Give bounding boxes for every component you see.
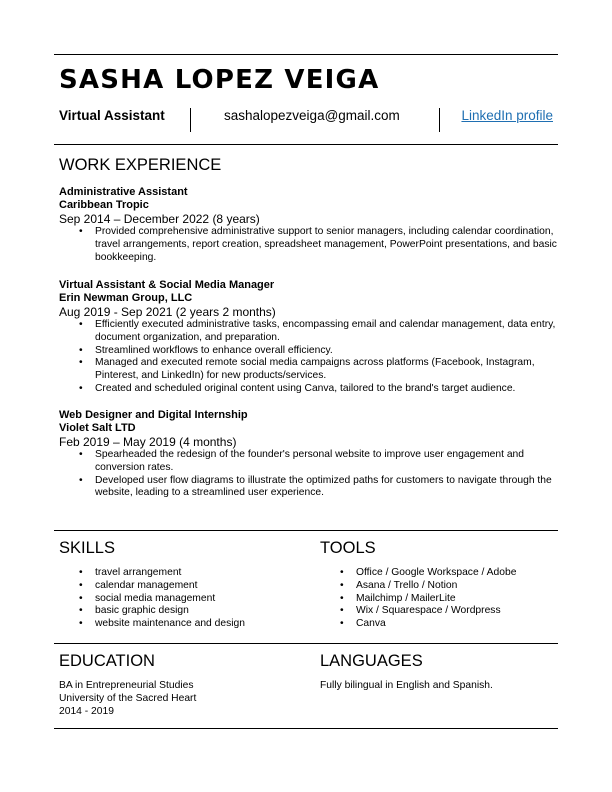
work-experience-heading: WORK EXPERIENCE (59, 156, 222, 174)
job-dates: Sep 2014 – December 2022 (8 years) (59, 212, 260, 226)
list-item: • Streamlined workflows to enhance overall efficiency. (95, 345, 559, 358)
list-item: • Canva (356, 618, 596, 631)
job-company: Erin Newman Group, LLC (59, 292, 193, 304)
list-item: • website maintenance and design (95, 618, 335, 631)
linkedin-link[interactable]: LinkedIn profile (461, 108, 553, 123)
education-heading: EDUCATION (59, 652, 155, 670)
list-item: • social media management (95, 593, 335, 606)
list-item: • Managed and executed remote social media campaigns across platforms (Facebook, Instagram, Pinterest, and LinkedIn) for new products/services. (95, 357, 559, 383)
skills-heading: SKILLS (59, 539, 115, 557)
job-entry (59, 409, 559, 500)
tools-list (320, 567, 596, 631)
bottom-rule (54, 728, 558, 729)
job-role: Virtual Assistant & Social Media Manager (59, 279, 275, 291)
separator (439, 108, 440, 132)
list-item: • Developed user flow diagrams to illustrate the optimized paths for customers to navigate through the website, leading to a streamlined user experience. (95, 475, 559, 501)
section-rule (54, 530, 558, 531)
list-item: • travel arrangement (95, 567, 335, 580)
list-item: • Asana / Trello / Notion (356, 580, 596, 593)
separator (190, 108, 191, 132)
section-rule (54, 643, 558, 644)
list-item: • calendar management (95, 580, 335, 593)
job-company: Violet Salt LTD (59, 422, 136, 434)
job-role: Administrative Assistant (59, 186, 188, 198)
list-item: • Efficiently executed administrative tasks, encompassing email and calendar management, data entry, document organization, and preparation. (95, 319, 559, 345)
job-bullets (59, 319, 559, 396)
list-item: • Spearheaded the redesign of the founder's personal website to improve user engagement and conversion rates. (95, 449, 559, 475)
job-title: Virtual Assistant (59, 108, 165, 123)
candidate-name: SASHA LOPEZ VEIGA (59, 65, 380, 95)
list-item: • Mailchimp / MailerLite (356, 593, 596, 606)
degree: BA in Entrepreneurial Studies (59, 680, 194, 691)
list-item: • basic graphic design (95, 605, 335, 618)
contact-row (59, 106, 557, 134)
skills-list (59, 567, 335, 631)
job-bullets (59, 226, 559, 264)
school: University of the Sacred Heart (59, 692, 197, 704)
job-entry (59, 186, 559, 264)
languages-heading: LANGUAGES (320, 652, 423, 670)
list-item: • Wix / Squarespace / Wordpress (356, 605, 596, 618)
job-dates: Feb 2019 – May 2019 (4 months) (59, 435, 237, 449)
languages-text: Fully bilingual in English and Spanish. (320, 680, 493, 691)
top-rule (54, 54, 558, 55)
list-item: • Created and scheduled original content using Canva, tailored to the brand's target audience. (95, 383, 559, 396)
tools-heading: TOOLS (320, 539, 376, 557)
job-company: Caribbean Tropic (59, 199, 149, 211)
email-address: sashalopezveiga@gmail.com (224, 108, 400, 123)
education-years: 2014 - 2019 (59, 705, 114, 717)
job-bullets (59, 449, 559, 500)
header-rule (54, 144, 558, 145)
job-dates: Aug 2019 - Sep 2021 (2 years 2 months) (59, 305, 276, 319)
job-entry (59, 279, 559, 396)
list-item: • Office / Google Workspace / Adobe (356, 567, 596, 580)
list-item: • Provided comprehensive administrative support to senior managers, including calendar coordination, travel arrangements, report creation, spreadsheet management, PowerPoint presentations, and basic bookkeeping. (95, 226, 559, 264)
job-role: Web Designer and Digital Internship (59, 409, 248, 421)
education-details (59, 680, 196, 718)
